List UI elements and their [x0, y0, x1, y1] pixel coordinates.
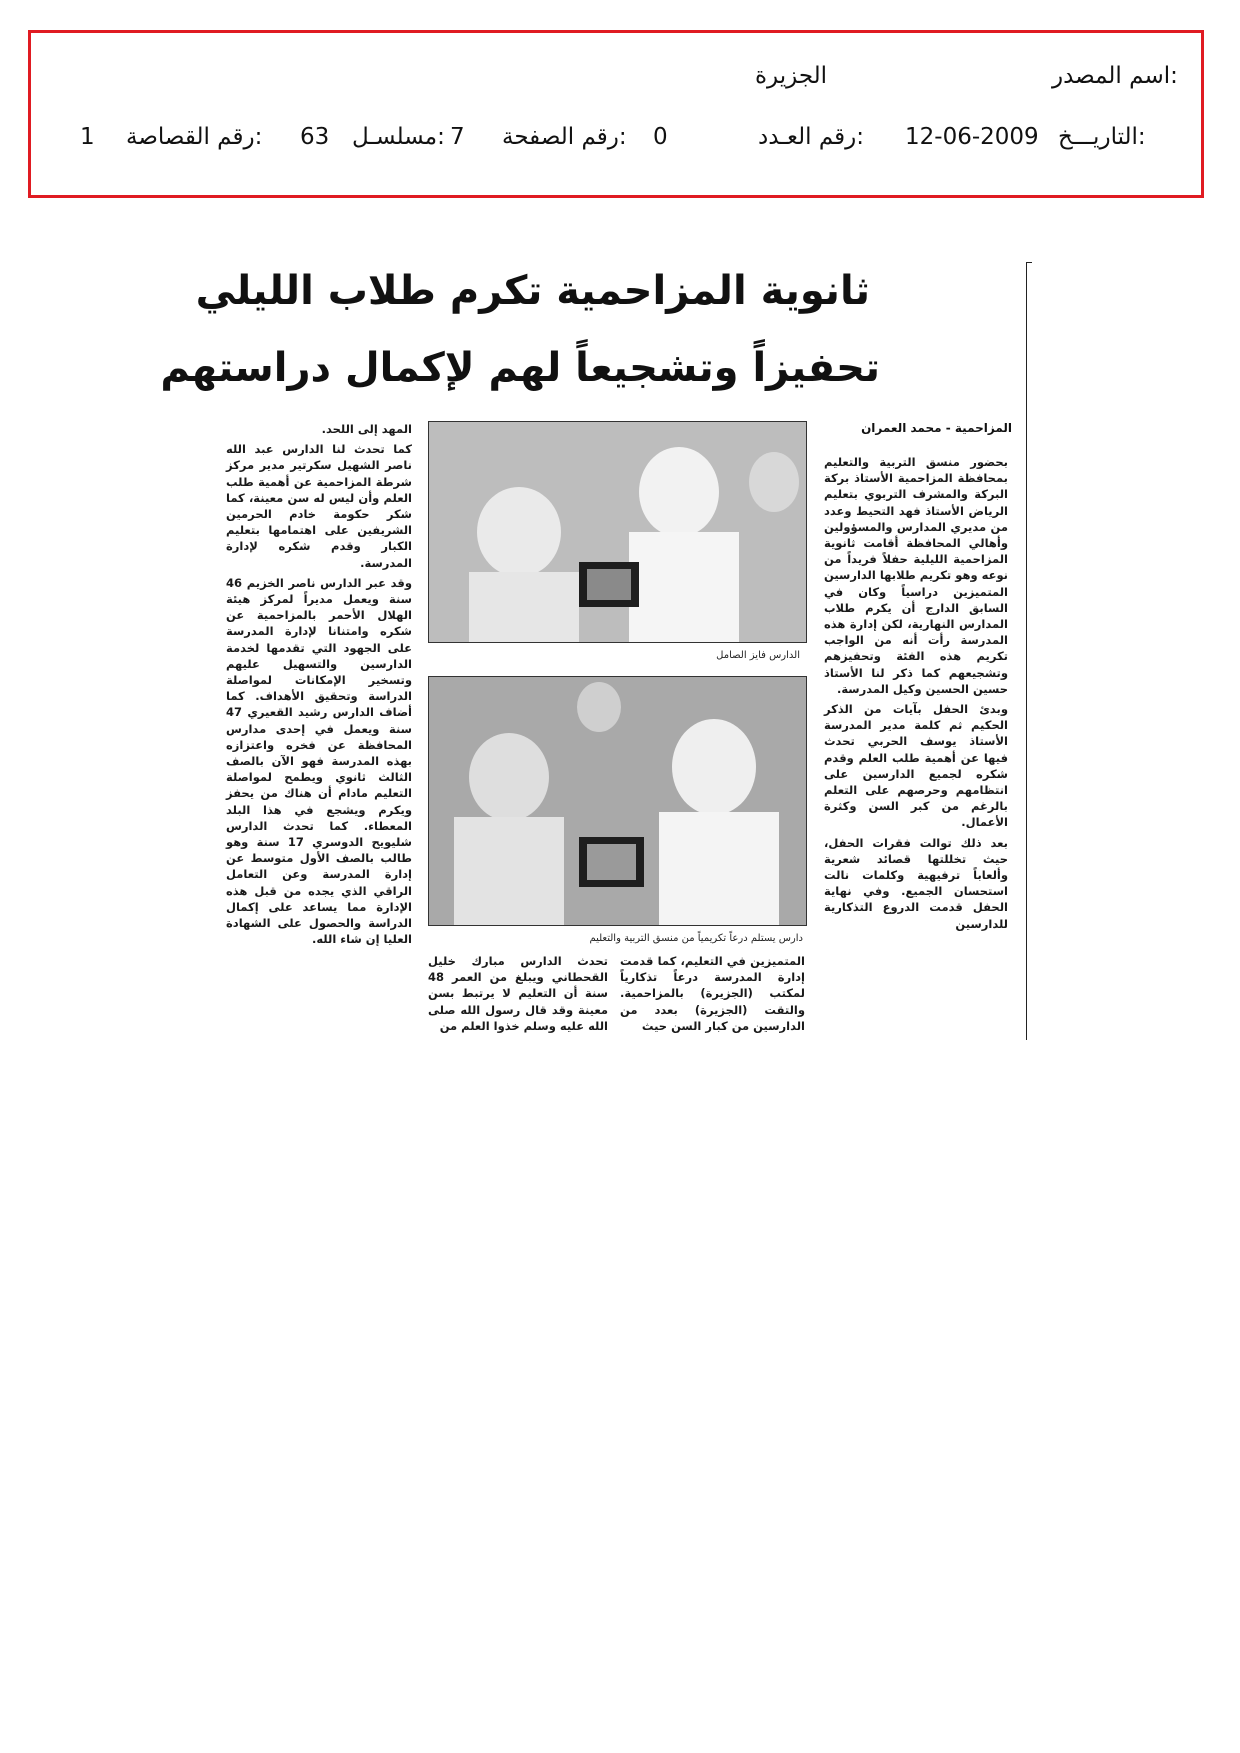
- serial-value: 63: [300, 124, 330, 150]
- photo-student-award: [428, 421, 807, 643]
- article-column-2: [620, 953, 805, 1033]
- column-4-paragraph-2: كما تحدث لنا الدارس عبد الله ناصر الشهيل سكرتير مدير مركز شرطة المزاحمية عن أهمية طلب العلم وأن ليس له سن معينة، كما شكر حكومة خادم الحرمين الشريفين على اهتمامها بتعليم الكبار وقدم شكره لإدارة المدرسة.: [226, 442, 412, 570]
- issue-label: رقم العـدد:: [758, 124, 865, 150]
- column-rule-cap: [1026, 262, 1032, 263]
- column-rule: [1026, 262, 1027, 1040]
- photo-1-caption: الدارس فايز الصامل: [716, 650, 800, 661]
- column-4-paragraph-3: وقد عبر الدارس ناصر الخزيم 46 سنة ويعمل مديراً لمركز هيئة الهلال الأحمر بالمزاحمية عن شكره وامتنانا لإدارة المدرسة على الجهود التي تقدمها لخدمة الدارسين والتسهيل عليهم وتسخير الإمكانات لمواصلة الدراسة وتحقيق الأهداف. كما أضاف الدارس رشيد القعيري 47 سنة ويعمل في إحدى مدارس المحافظة عن فخره واعتزازه بهذه المدرسة فهو الآن بالصف الثالث ثانوي ويطمح لمواصلة التعليم مادام أن هناك من يحفز ويكرم ويشجع في هذا البلد المعطاء. كما تحدث الدارس شليويح الدوسري 17 سنة وهو طالب بالصف الأول متوسط عن إدارة المدرسة وعن التعامل الراقي الذي يجده من قبل هذه الإدارة مما يساعد على إكمال الدراسة والحصول على الشهادة العليا إن شاء الله.: [226, 575, 412, 947]
- photo-shield-presentation: [428, 676, 807, 926]
- headline-line-2: تحفيزاً وتشجيعاً لهم لإكمال دراستهم: [160, 345, 880, 391]
- photo-2-caption: دارس يستلم درعاً تكريمياً من منسق التربية والتعليم: [589, 933, 803, 944]
- clipping-metadata-box: [28, 30, 1204, 198]
- column-1-paragraph-2: وبدئ الحفل بآيات من الذكر الحكيم ثم كلمة مدير المدرسة الأستاذ يوسف الحربي تحدث فيها عن أهمية طلب العلم وقدم شكره لجميع الدارسين على انتظامهم وحرصهم على التعلم بالرغم من كبر السن وكثرة الأعمال.: [824, 702, 1008, 830]
- source-label: اسم المصدر:: [1052, 63, 1178, 89]
- serial-label: مسلسـل:: [352, 124, 445, 150]
- issue-value: 0: [653, 124, 668, 150]
- column-1-paragraph-3: بعد ذلك توالت فقرات الحفل، حيث تخللتها قصائد شعرية وألعاباً ترفيهية وكلمات نالت استحسان الجميع. وفي نهاية الحفل قدمت الدروع التذكارية للدارسين: [824, 835, 1008, 931]
- date-value: 12-06-2009: [905, 124, 1039, 150]
- clip-label: رقم القصاصة:: [126, 124, 263, 150]
- page-label: رقم الصفحة:: [502, 124, 627, 150]
- article-column-4: [226, 421, 412, 1023]
- column-1-paragraph-1: بحضور منسق التربية والتعليم بمحافظة المزاحمية الأستاذ بركة البركة والمشرف التربوي بتعليم الرياض الأستاذ فهد التحيط وعدد من مديري المدارس والمسؤولين وأهالي المحافظة أقامت ثانوية المزاحمية الليلية حفلاً فريداً من نوعه وهو تكريم طلابها الدارسين المتميزين دراسياً وكان في السابق الدارج أن يكرم طلاب المدارس النهارية، لكن إدارة هذه المدرسة رأت أنه من الواجب تكريم هذه الفئة وتحفيزهم وتشجيعهم كما ذكر لنا الأستاذ حسين الحسين وكيل المدرسة.: [824, 455, 1008, 696]
- byline: المزاحمية - محمد العمران: [861, 421, 1012, 435]
- article-column-1: [824, 454, 1008, 1019]
- headline-line-1: ثانوية المزاحمية تكرم طلاب الليلي: [195, 268, 870, 314]
- photo-placeholder-illustration: [429, 422, 806, 642]
- clip-value: 1: [80, 124, 95, 150]
- page-value: 7: [450, 124, 465, 150]
- article-column-3: [428, 953, 608, 1033]
- column-2-paragraph: المتميزين في التعليم، كما قدمت إدارة المدرسة درعاً تذكارياً لمكتب (الجزيرة) بالمزاحمية. والتقت (الجزيرة) بعدد من الدارسين من كبار السن حيث: [620, 954, 805, 1033]
- column-4-paragraph-1: المهد إلى اللحد.: [321, 422, 412, 436]
- photo-placeholder-illustration: [429, 677, 806, 925]
- date-label: التاريـــخ:: [1058, 124, 1146, 150]
- column-3-paragraph: تحدث الدارس مبارك خليل القحطاني ويبلغ من العمر 48 سنة أن التعليم لا يرتبط بسن معينة وقد قال رسول الله صلى الله عليه وسلم خذوا العلم من: [428, 954, 608, 1033]
- source-value: الجزيرة: [755, 63, 828, 89]
